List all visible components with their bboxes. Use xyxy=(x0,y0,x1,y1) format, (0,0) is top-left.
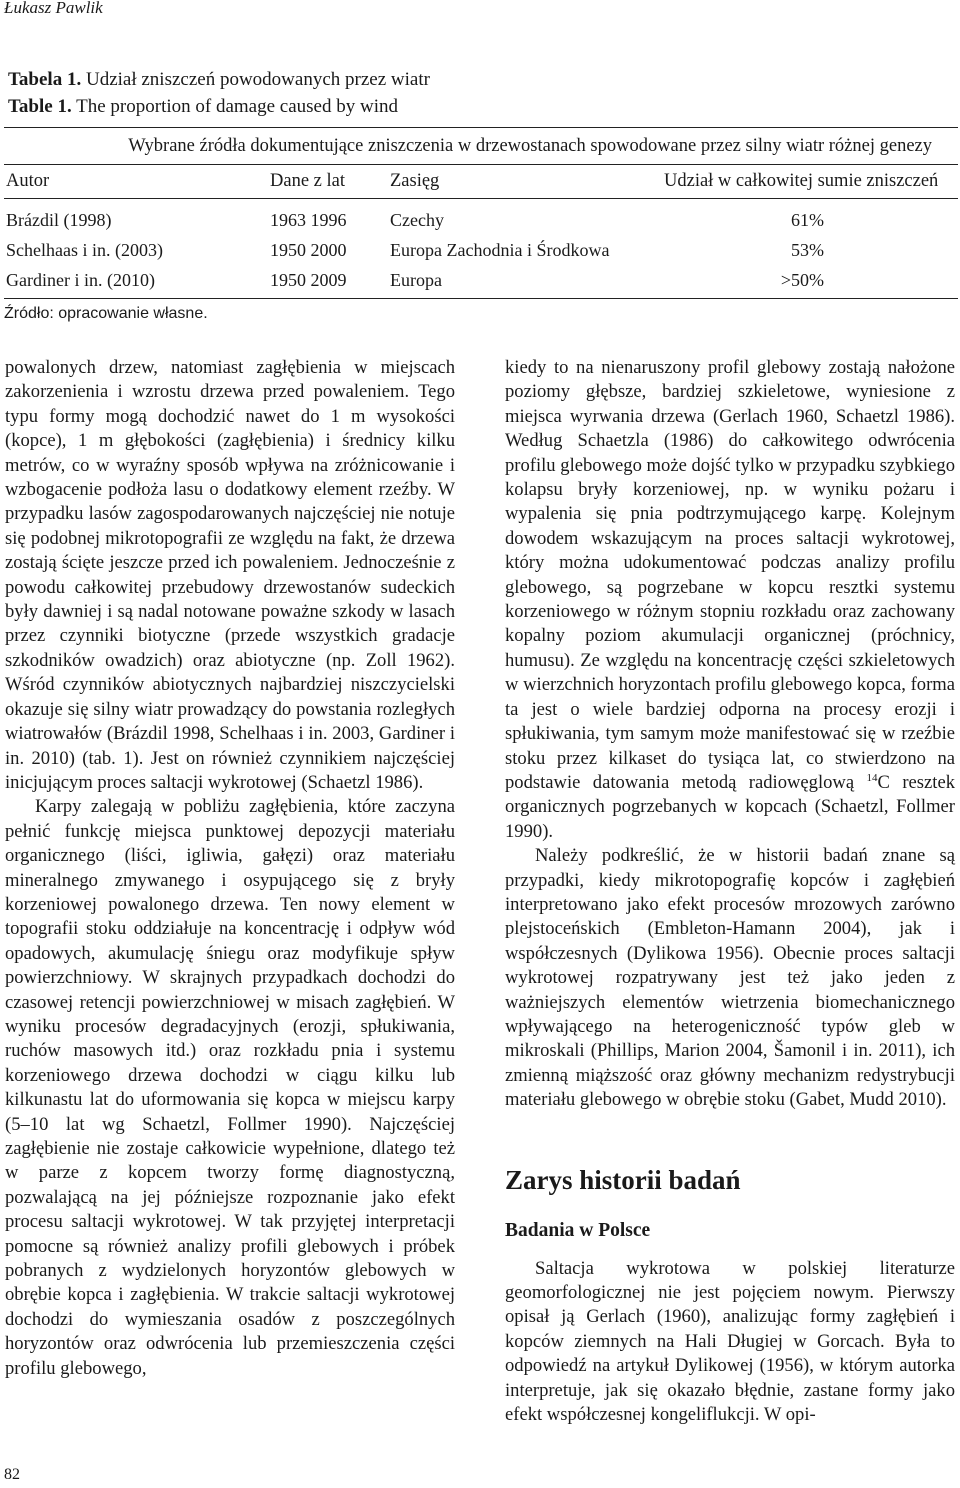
table-caption xyxy=(8,66,430,120)
cell-share: 53% xyxy=(791,240,824,260)
section-heading: Zarys historii badań xyxy=(505,1164,741,1195)
superscript-14: 14 xyxy=(866,771,878,784)
table-source-note: Źródło: opracowanie własne. xyxy=(4,305,208,322)
running-head-author: Łukasz Pawlik xyxy=(4,0,103,17)
header-share: Udział w całkowitej sumie zniszczeń xyxy=(664,171,939,191)
table-row xyxy=(4,235,958,265)
table-rule xyxy=(4,198,958,199)
table-super-header: Wybrane źródła dokumentujące zniszczenia w drzewostanach spowodowane przez silny wiatr różnej genezy xyxy=(128,136,932,156)
caption-pl xyxy=(8,66,430,93)
cell-author: Brázdil (1998) xyxy=(6,210,112,230)
table-header-row xyxy=(4,165,958,198)
caption-pl-text: Udział zniszczeń powodowanych przez wiatr xyxy=(81,69,430,90)
table-row xyxy=(4,265,958,295)
paragraph xyxy=(505,356,955,844)
cell-years: 1950 2009 xyxy=(270,270,347,290)
cell-author: Gardiner i in. (2010) xyxy=(6,270,155,290)
damage-table xyxy=(4,127,958,327)
page-number: 82 xyxy=(4,1466,20,1483)
left-column xyxy=(5,356,455,1381)
cell-share: >50% xyxy=(780,270,824,290)
caption-en-label: Table 1. xyxy=(8,96,72,117)
header-author: Autor xyxy=(6,171,50,191)
cell-range: Czechy xyxy=(390,210,444,230)
paragraph: Karpy zalegają w pobliżu zagłębienia, które zaczyna pełnić funkcję miejsca punktowej depozycji materiału organicznego (liści, igliwia, gałęzi) oraz materiału mineralnego zmywanego i osypującego się z bryły korzeniowej powalonego drzewa. Ten nowy element w topografii stoku oddziałuje na koncentrację i odpływ wód opadowych, akumulację śniegu oraz modyfikuje spływ powierzchniowy. W skrajnych przypadkach dochodzi do czasowej retencji powierzchniowej w misach zagłębień. W wyniku procesów degradacyjnych (erozji, spłukiwania, ruchów masowych itd.) oraz rozkładu pnia i systemu korzeniowego drzewa dochodzi w ciągu kilku lub kilkunastu lat do uformowania się kopca w miejscu karpy (5–10 lat wg Schaetzl, Follmer 1990). Najczęściej zagłębienie nie zostaje całkowicie wypełnione, dlatego też w parze z kopcem tworzy formę diagnostyczną, pozwalającą na jej późniejsze rozpoznanie jako efekt procesu saltacji wykrotowej. W tak przyjętej interpretacji pomocne są również analizy profili glebowych i próbek pobranych z wydzielonych horyzontów glebowych w obrębie kopca i zagłębienia. W trakcie saltacji wykrotowej dochodzi do wymieszania osadów z poszczególnych horyzontów oraz odwrócenia lub przemieszczenia części profilu glebowego, xyxy=(5,796,455,1379)
caption-en-text: The proportion of damage caused by wind xyxy=(71,96,398,117)
paragraph-text: kiedy to na nienaruszony profil glebowy zostają nałożone poziomy głębsze, bardziej szkieletowe, wyniesione z miejsca wyrwania drzewa (Gerlach 1960, Schaetzl 1986). Według Schaetzla (1986) do całkowitego odwrócenia profilu glebowego może dojść tylko w przypadku szybkiego kolapsu bryły korzeniowej, np. w wyniku pożaru i wypalenia się pnia podtrzymującego karpę. Kolejnym dowodem wskazującym na proces saltacji wykrotowej, który można udokumentować podczas analizy profilu glebowego, są pogrzebane w kopcu resztki systemu korzeniowego w różnym stopniu rozkładu oraz zachowany kopalny poziom akumulacji organicznej (próchnicy, humusu). Ze względu na koncentrację części szkieletowych w wierzchnich horyzontach profilu glebowego kopca, forma ta jest o wiele bardziej odporna na procesy erozji i spłukiwania, tym samym może manifestować się w rzeźbie stoku przez kilkaset do tysiąca lat, co stwierdzono na podstawie datowania metodą radiowęglową xyxy=(505,357,955,793)
paragraph: Należy podkreślić, że w historii badań znane są przypadki, kiedy mikrotopografię kopców i zagłębień interpretowano jako efekt procesów mrozowych zarówno plejstoceńskich (Embleton-Hamann 2004), jak i współczesnych (Dylikowa 1956). Obecnie proces saltacji wykrotowej rozpatrywany jest też jako jeden z ważniejszych elementów wietrzenia biomechanicznego wpływającego na heterogeniczność typów gleb w mikroskali (Phillips, Marion 2004, Šamonil i in. 2011), ich zmienną miąższość oraz główny mechanizm redystrybucji materiału glebowego w obrębie stoku (Gabet, Mudd 2010). xyxy=(505,845,955,1111)
paragraph: Saltacja wykrotowa w polskiej literaturze geomorfologicznej nie jest pojęciem nowym. Pierwszy opisał ją Gerlach (1960), analizując formy zagłębień i kopców ziemnych na Hali Długiej w Gorcach. Była to odpowiedź na artykuł Dylikowej (1956), w którym autorka interpretuje, jak się okazało błędnie, zastane formy jako efekt współczesnej kongeliflukcji. W opi- xyxy=(505,1257,955,1426)
paragraph-text: C resztek organicznych pogrzebanych w kopcach (Schaetzl, Follmer 1990). xyxy=(505,771,955,842)
cell-years: 1950 2000 xyxy=(270,240,347,260)
cell-range: Europa xyxy=(390,270,442,290)
table-row xyxy=(4,205,958,235)
header-range: Zasięg xyxy=(390,171,440,191)
cell-author: Schelhaas i in. (2003) xyxy=(6,240,163,260)
right-column xyxy=(505,356,955,1427)
cell-share: 61% xyxy=(791,210,824,230)
cell-years: 1963 1996 xyxy=(270,210,347,230)
subsection-heading: Badania w Polsce xyxy=(505,1219,651,1241)
paragraph: powalonych drzew, natomiast zagłębienia w miejscach zakorzenienia i wzrostu drzewa przed powaleniem. Tego typu formy mogą dochodzić nawet do 1 m wysokości (kopce), 1 m głębokości (zagłębienia) i średnicy kilku metrów, co w wyraźny sposób wpływa na zróżnicowanie i wzbogacenie podłoża lasu o dodatkowy element rzeźby. W przypadku lasów zagospodarowanych najczęściej nie notuje się podobnej mikrotopografii ze względu na fakt, że drzewa zostają ścięte jeszcze przed ich powaleniem. Jednocześnie z powodu całkowitej przebudowy drzewostanów sudeckich były dawniej i są nadal notowane poważne szkody w lasach przez czynniki biotyczne (przede wszystkich gradacje szkodników owadzich) oraz abiotyczne (np. Zoll 1962). Wśród czynników abiotycznych najbardziej niszczycielski okazuje się silny wiatr prowadzący do powstania rozległych wiatrowałów (Brázdil 1998, Schelhaas i in. 2003, Gardiner i in. 2010) (tab. 1). Jest on również czynnikiem najczęściej inicjującym proces saltacji wykrotowej (Schaetzl 1986). xyxy=(5,357,455,793)
header-years: Dane z lat xyxy=(270,171,345,191)
caption-en xyxy=(8,93,430,120)
table-bottom-rule xyxy=(4,298,958,299)
cell-range: Europa Zachodnia i Środkowa xyxy=(390,240,610,260)
caption-pl-label: Tabela 1. xyxy=(8,69,82,90)
